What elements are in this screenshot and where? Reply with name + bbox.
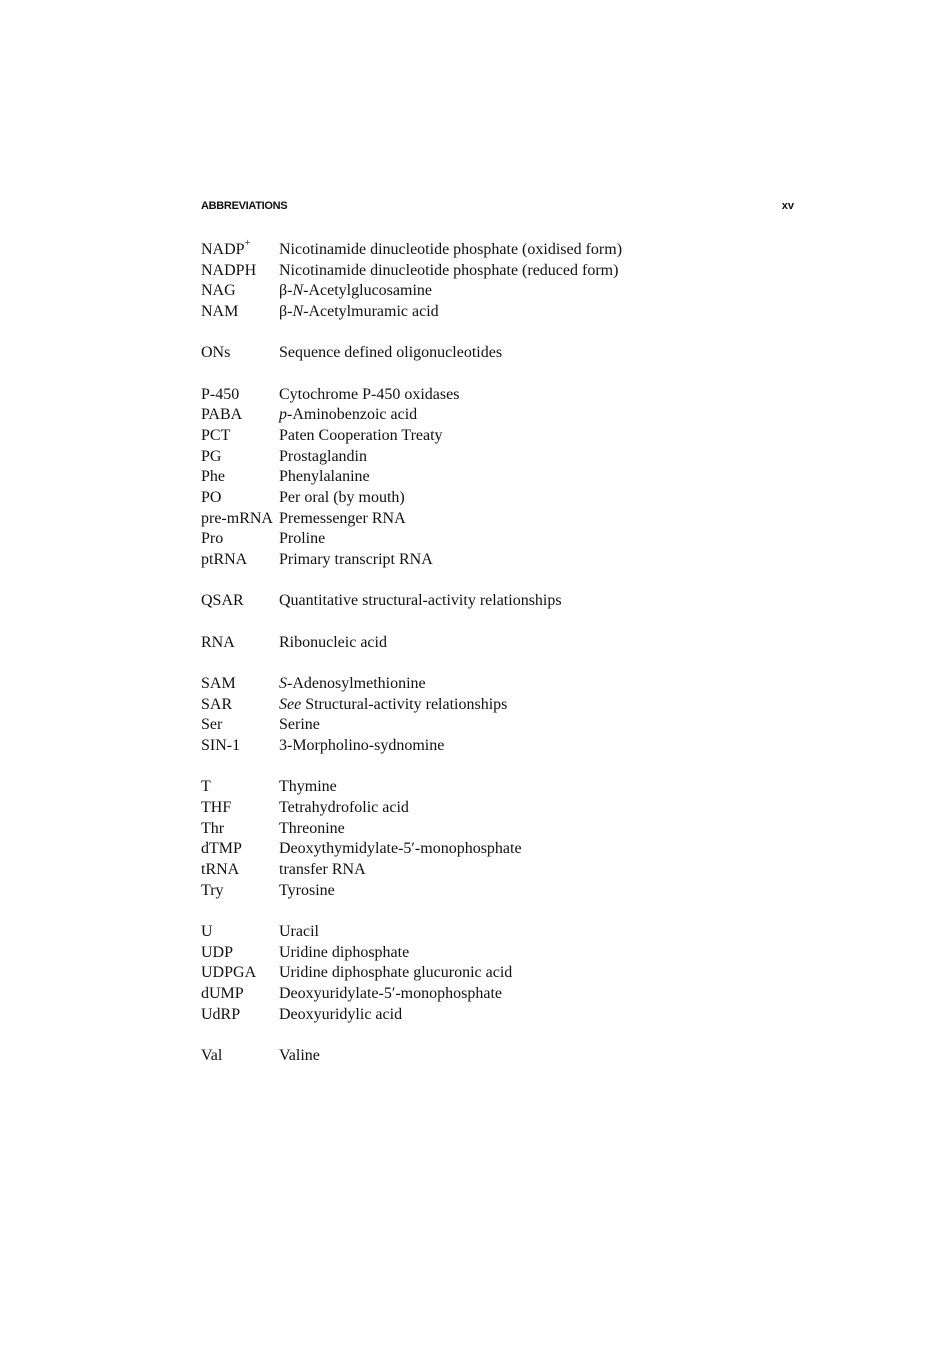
abbreviation-definition: Ribonucleic acid	[279, 633, 387, 651]
abbreviation-term	[201, 943, 279, 964]
abbreviation-term-text: dUMP	[201, 985, 244, 1003]
abbreviation-term-text: UDPGA	[201, 964, 257, 982]
abbreviation-term	[201, 509, 279, 530]
abbreviation-term	[201, 467, 279, 488]
abbreviation-definition: Deoxyuridylate-5′-monophosphate	[279, 985, 502, 1003]
abbreviation-term-text: NAG	[201, 282, 236, 300]
abbreviation-term-text: Thr	[201, 819, 225, 837]
abbreviation-term	[201, 1046, 279, 1067]
abbreviation-group	[201, 385, 761, 571]
definition-suffix: -Adenosylmethionine	[287, 674, 426, 692]
abbreviation-term-text: Try	[201, 881, 224, 899]
abbreviation-entry	[201, 777, 761, 798]
abbreviation-entry	[201, 405, 761, 426]
abbreviation-entry	[201, 798, 761, 819]
abbreviation-definition: transfer RNA	[279, 861, 366, 879]
abbreviation-entry	[201, 963, 761, 984]
abbreviation-term-text: PG	[201, 447, 222, 465]
abbreviation-term	[201, 695, 279, 716]
abbreviation-definition: Primary transcript RNA	[279, 551, 433, 569]
abbreviation-definition: Premessenger RNA	[279, 509, 406, 527]
abbreviation-group	[201, 777, 761, 901]
abbreviation-term	[201, 343, 279, 364]
abbreviation-term	[201, 963, 279, 984]
abbreviation-term-text: SIN-1	[201, 737, 241, 755]
abbreviation-group	[201, 343, 761, 364]
abbreviation-term-text: UdRP	[201, 1005, 241, 1023]
abbreviation-definition	[279, 405, 417, 426]
abbreviation-entry	[201, 237, 761, 261]
abbreviation-term-text: QSAR	[201, 592, 244, 610]
abbreviation-definition: 3-Morpholino-sydnomine	[279, 737, 445, 755]
abbreviation-term-text: U	[201, 923, 213, 941]
definition-suffix: Structural-activity relationships	[301, 695, 508, 713]
abbreviation-term	[201, 984, 279, 1005]
abbreviation-term	[201, 715, 279, 736]
abbreviation-term-text: dTMP	[201, 840, 242, 858]
abbreviation-definition	[279, 695, 507, 716]
abbreviation-entry	[201, 839, 761, 860]
abbreviation-term-text: P-450	[201, 385, 240, 403]
definition-italic: S	[279, 674, 287, 692]
abbreviation-entry	[201, 943, 761, 964]
abbreviation-term	[201, 550, 279, 571]
abbreviation-definition: Nicotinamide dinucleotide phosphate (oxidised form)	[279, 241, 623, 258]
abbreviation-definition: Thymine	[279, 778, 337, 796]
abbreviation-term-text: T	[201, 778, 211, 796]
abbreviation-entry	[201, 529, 761, 550]
abbreviation-term	[201, 447, 279, 468]
abbreviation-term	[201, 261, 279, 282]
abbreviation-definition: Phenylalanine	[279, 468, 370, 486]
abbreviation-group	[201, 1046, 761, 1067]
definition-prefix: β-	[279, 303, 293, 321]
abbreviation-entry	[201, 633, 761, 654]
abbreviation-term	[201, 777, 279, 798]
abbreviation-definition: Threonine	[279, 819, 345, 837]
abbreviation-term	[201, 237, 279, 261]
abbreviation-entry	[201, 695, 761, 716]
abbreviation-entry	[201, 736, 761, 757]
abbreviation-term	[201, 1005, 279, 1026]
abbreviation-definition: Quantitative structural-activity relationships	[279, 592, 562, 610]
abbreviation-entry	[201, 860, 761, 881]
abbreviation-entry	[201, 488, 761, 509]
definition-suffix: -Acetylmuramic acid	[303, 303, 439, 321]
abbreviation-definition: Paten Cooperation Treaty	[279, 427, 443, 444]
abbreviation-entry	[201, 509, 761, 530]
abbreviation-term-text: pre-mRNA	[201, 509, 273, 527]
abbreviation-entry	[201, 385, 761, 406]
running-head	[201, 200, 794, 216]
abbreviation-definition: Per oral (by mouth)	[279, 489, 405, 507]
abbreviation-term	[201, 385, 279, 406]
abbreviation-entry	[201, 447, 761, 468]
abbreviation-term-text: UDP	[201, 943, 234, 961]
abbreviation-entry	[201, 984, 761, 1005]
abbreviation-entry	[201, 715, 761, 736]
abbreviation-definition	[279, 674, 426, 695]
abbreviation-entry	[201, 1005, 761, 1026]
abbreviation-term-text: PCT	[201, 427, 231, 444]
abbreviation-entry	[201, 881, 761, 902]
abbreviation-term	[201, 819, 279, 840]
abbreviation-definition: Valine	[279, 1047, 320, 1065]
abbreviation-term	[201, 591, 279, 612]
page-number: xv	[781, 200, 794, 212]
abbreviation-term-text: PO	[201, 489, 222, 507]
abbreviation-term-text: ONs	[201, 344, 231, 362]
abbreviation-term-text: Ser	[201, 716, 223, 734]
definition-prefix: β-	[279, 282, 293, 300]
abbreviation-entry	[201, 281, 761, 302]
abbreviation-entry	[201, 467, 761, 488]
abbreviation-definition: Uracil	[279, 923, 319, 941]
abbreviation-entry	[201, 261, 761, 282]
abbreviation-entry	[201, 302, 761, 323]
abbreviation-group	[201, 237, 761, 323]
abbreviation-term-text: tRNA	[201, 861, 240, 879]
abbreviation-group	[201, 591, 761, 612]
abbreviation-term-text: ptRNA	[201, 551, 248, 569]
abbreviation-term	[201, 488, 279, 509]
abbreviation-term	[201, 674, 279, 695]
abbreviation-definition: Sequence defined oligonucleotides	[279, 344, 503, 362]
definition-italic: N	[292, 282, 304, 300]
abbreviation-group	[201, 922, 761, 1025]
abbreviation-term	[201, 426, 279, 447]
abbreviation-term	[201, 405, 279, 426]
abbreviation-term	[201, 633, 279, 654]
abbreviation-term-text: NADP	[201, 241, 245, 258]
abbreviation-term-text: NAM	[201, 303, 239, 321]
abbreviation-definition: Tetrahydrofolic acid	[279, 799, 409, 816]
definition-italic: See	[279, 695, 302, 713]
abbreviation-entry	[201, 674, 761, 695]
abbreviation-definition: Tyrosine	[279, 881, 335, 899]
definition-suffix: -Aminobenzoic acid	[287, 406, 418, 424]
abbreviation-entry	[201, 819, 761, 840]
abbreviation-term	[201, 798, 279, 819]
abbreviation-definition: Proline	[279, 530, 326, 548]
abbreviation-entry	[201, 550, 761, 571]
abbreviation-definition	[279, 281, 432, 302]
abbreviation-term-text: Pro	[201, 530, 224, 548]
abbreviation-definition: Uridine diphosphate glucuronic acid	[279, 964, 513, 982]
abbreviation-entry	[201, 1046, 761, 1067]
abbreviation-definition: Nicotinamide dinucleotide phosphate (reduced form)	[279, 261, 619, 279]
abbreviation-definition	[279, 302, 439, 323]
definition-italic: p	[279, 406, 287, 424]
abbreviation-term	[201, 281, 279, 302]
abbreviation-term-text: THF	[201, 799, 232, 816]
abbreviation-definition: Prostaglandin	[279, 447, 367, 465]
abbreviation-definition: Serine	[279, 716, 320, 734]
definition-italic: N	[292, 303, 304, 321]
abbreviation-term-text: Phe	[201, 468, 225, 486]
page-header-title: ABBREVIATIONS	[201, 200, 288, 212]
abbreviation-group	[201, 633, 761, 654]
abbreviation-term	[201, 881, 279, 902]
abbreviation-term-superscript: +	[244, 237, 251, 249]
abbreviation-definition: Uridine diphosphate	[279, 943, 410, 961]
abbreviation-term-text: RNA	[201, 633, 235, 651]
abbreviation-entry	[201, 591, 761, 612]
abbreviation-term	[201, 529, 279, 550]
abbreviation-term-text: SAM	[201, 674, 236, 692]
abbreviation-term	[201, 922, 279, 943]
abbreviation-term	[201, 736, 279, 757]
abbreviation-entry	[201, 922, 761, 943]
definition-suffix: -Acetylglucosamine	[303, 282, 432, 300]
abbreviation-term-text: Val	[201, 1047, 223, 1065]
abbreviation-definition: Deoxythymidylate-5′-monophosphate	[279, 840, 522, 858]
abbreviation-term	[201, 860, 279, 881]
abbreviation-term-text: NADPH	[201, 261, 257, 279]
abbreviation-list	[201, 237, 761, 1087]
abbreviation-term-text: SAR	[201, 695, 233, 713]
abbreviation-term-text: PABA	[201, 406, 243, 424]
abbreviation-term	[201, 302, 279, 323]
abbreviation-entry	[201, 426, 761, 447]
abbreviation-group	[201, 674, 761, 757]
abbreviation-definition: Cytochrome P-450 oxidases	[279, 385, 460, 403]
abbreviation-term	[201, 839, 279, 860]
abbreviation-definition: Deoxyuridylic acid	[279, 1005, 403, 1023]
abbreviation-entry	[201, 343, 761, 364]
